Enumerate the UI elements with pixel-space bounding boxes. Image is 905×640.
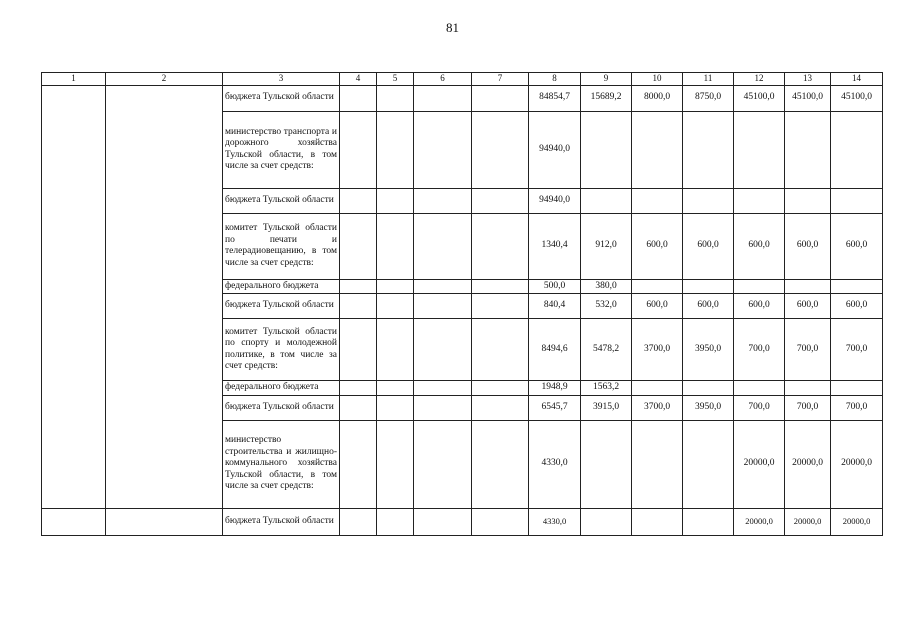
value-cell: 600,0	[785, 213, 831, 279]
empty-cell	[472, 395, 529, 420]
page-number: 81	[446, 20, 459, 35]
merged-cell-col2	[106, 85, 223, 508]
empty-cell	[472, 294, 529, 319]
value-cell: 5478,2	[581, 319, 632, 381]
row-description: министерство строительства и жилищно-коммунального хозяйства Тульской области, в том числе за счет средств:	[223, 420, 340, 508]
empty-cell	[472, 508, 529, 535]
empty-cell	[377, 279, 414, 294]
value-cell: 600,0	[734, 213, 785, 279]
value-cell: 600,0	[831, 213, 883, 279]
empty-cell	[414, 279, 472, 294]
value-cell: 20000,0	[734, 420, 785, 508]
empty-cell	[414, 111, 472, 188]
value-cell	[683, 420, 734, 508]
value-cell: 94940,0	[529, 111, 581, 188]
row-description: бюджета Тульской области	[223, 188, 340, 213]
column-header: 2	[106, 73, 223, 86]
empty-cell	[472, 213, 529, 279]
row-description: бюджета Тульской области	[223, 294, 340, 319]
value-cell	[632, 279, 683, 294]
table-row	[42, 508, 883, 535]
column-header: 13	[785, 73, 831, 86]
value-cell: 600,0	[734, 294, 785, 319]
row-description: федерального бюджета	[223, 381, 340, 396]
empty-cell	[414, 381, 472, 396]
column-header: 4	[340, 73, 377, 86]
empty-cell	[377, 319, 414, 381]
column-header: 10	[632, 73, 683, 86]
empty-cell	[340, 508, 377, 535]
value-cell	[734, 111, 785, 188]
column-header: 6	[414, 73, 472, 86]
value-cell: 4330,0	[529, 420, 581, 508]
column-header: 14	[831, 73, 883, 86]
value-cell: 3700,0	[632, 395, 683, 420]
value-cell	[734, 381, 785, 396]
empty-cell	[106, 508, 223, 535]
value-cell: 600,0	[683, 213, 734, 279]
value-cell: 600,0	[632, 213, 683, 279]
value-cell	[831, 279, 883, 294]
value-cell	[683, 381, 734, 396]
empty-cell	[340, 111, 377, 188]
value-cell: 8494,6	[529, 319, 581, 381]
empty-cell	[340, 85, 377, 111]
empty-cell	[472, 111, 529, 188]
empty-cell	[472, 188, 529, 213]
empty-cell	[340, 279, 377, 294]
row-description: бюджета Тульской области	[223, 508, 340, 535]
value-cell: 4330,0	[529, 508, 581, 535]
value-cell	[683, 279, 734, 294]
empty-cell	[377, 85, 414, 111]
empty-cell	[414, 508, 472, 535]
value-cell	[831, 111, 883, 188]
value-cell: 700,0	[785, 319, 831, 381]
value-cell	[831, 381, 883, 396]
value-cell: 20000,0	[831, 508, 883, 535]
value-cell: 700,0	[734, 395, 785, 420]
value-cell: 3950,0	[683, 319, 734, 381]
column-header: 5	[377, 73, 414, 86]
value-cell: 600,0	[683, 294, 734, 319]
value-cell: 600,0	[632, 294, 683, 319]
empty-cell	[414, 294, 472, 319]
empty-cell	[377, 294, 414, 319]
value-cell: 500,0	[529, 279, 581, 294]
table-row	[42, 85, 883, 111]
value-cell: 3700,0	[632, 319, 683, 381]
column-header: 12	[734, 73, 785, 86]
value-cell: 600,0	[785, 294, 831, 319]
value-cell	[581, 420, 632, 508]
merged-cell-col1	[42, 85, 106, 508]
column-header: 1	[42, 73, 106, 86]
value-cell: 700,0	[734, 319, 785, 381]
empty-cell	[414, 395, 472, 420]
empty-cell	[377, 188, 414, 213]
value-cell: 380,0	[581, 279, 632, 294]
row-description: бюджета Тульской области	[223, 395, 340, 420]
column-header: 11	[683, 73, 734, 86]
row-description: министерство транспорта и дорожного хозяйства Тульской области, в том числе за счет средств:	[223, 111, 340, 188]
value-cell	[581, 188, 632, 213]
value-cell: 1948,9	[529, 381, 581, 396]
value-cell	[831, 188, 883, 213]
value-cell	[785, 111, 831, 188]
empty-cell	[340, 294, 377, 319]
value-cell	[683, 111, 734, 188]
value-cell: 45100,0	[831, 85, 883, 111]
empty-cell	[472, 420, 529, 508]
empty-cell	[377, 508, 414, 535]
column-header: 7	[472, 73, 529, 86]
value-cell: 700,0	[831, 395, 883, 420]
empty-cell	[377, 420, 414, 508]
row-description: федерального бюджета	[223, 279, 340, 294]
empty-cell	[414, 213, 472, 279]
value-cell: 84854,7	[529, 85, 581, 111]
value-cell: 532,0	[581, 294, 632, 319]
value-cell	[683, 188, 734, 213]
empty-cell	[340, 188, 377, 213]
row-description: комитет Тульской области по спорту и молодежной политике, в том числе за счет средств:	[223, 319, 340, 381]
row-description: комитет Тульской области по печати и телерадиовещанию, в том числе за счет средств:	[223, 213, 340, 279]
value-cell: 15689,2	[581, 85, 632, 111]
value-cell	[734, 279, 785, 294]
value-cell: 45100,0	[785, 85, 831, 111]
value-cell: 45100,0	[734, 85, 785, 111]
empty-cell	[472, 381, 529, 396]
value-cell	[683, 508, 734, 535]
value-cell	[632, 420, 683, 508]
empty-cell	[340, 381, 377, 396]
empty-cell	[472, 85, 529, 111]
empty-cell	[414, 85, 472, 111]
value-cell: 1563,2	[581, 381, 632, 396]
empty-cell	[340, 213, 377, 279]
value-cell	[632, 508, 683, 535]
empty-cell	[472, 279, 529, 294]
value-cell: 94940,0	[529, 188, 581, 213]
value-cell: 840,4	[529, 294, 581, 319]
value-cell: 8000,0	[632, 85, 683, 111]
column-header: 8	[529, 73, 581, 86]
empty-cell	[472, 319, 529, 381]
value-cell: 3950,0	[683, 395, 734, 420]
column-header: 9	[581, 73, 632, 86]
empty-cell	[377, 111, 414, 188]
value-cell: 20000,0	[785, 508, 831, 535]
value-cell	[581, 111, 632, 188]
value-cell: 700,0	[831, 319, 883, 381]
value-cell	[785, 279, 831, 294]
value-cell: 600,0	[831, 294, 883, 319]
budget-table	[41, 72, 883, 536]
header-row	[42, 73, 883, 86]
value-cell: 20000,0	[734, 508, 785, 535]
value-cell	[785, 188, 831, 213]
value-cell: 3915,0	[581, 395, 632, 420]
value-cell: 8750,0	[683, 85, 734, 111]
empty-cell	[377, 381, 414, 396]
value-cell	[581, 508, 632, 535]
empty-cell	[340, 420, 377, 508]
empty-cell	[42, 508, 106, 535]
value-cell: 20000,0	[831, 420, 883, 508]
value-cell	[632, 111, 683, 188]
row-description: бюджета Тульской области	[223, 85, 340, 111]
empty-cell	[377, 213, 414, 279]
empty-cell	[340, 395, 377, 420]
empty-cell	[414, 319, 472, 381]
value-cell: 700,0	[785, 395, 831, 420]
value-cell: 6545,7	[529, 395, 581, 420]
value-cell: 20000,0	[785, 420, 831, 508]
value-cell	[632, 188, 683, 213]
column-header: 3	[223, 73, 340, 86]
value-cell	[785, 381, 831, 396]
empty-cell	[414, 188, 472, 213]
empty-cell	[414, 420, 472, 508]
value-cell: 912,0	[581, 213, 632, 279]
value-cell: 1340,4	[529, 213, 581, 279]
empty-cell	[377, 395, 414, 420]
value-cell	[734, 188, 785, 213]
value-cell	[632, 381, 683, 396]
empty-cell	[340, 319, 377, 381]
